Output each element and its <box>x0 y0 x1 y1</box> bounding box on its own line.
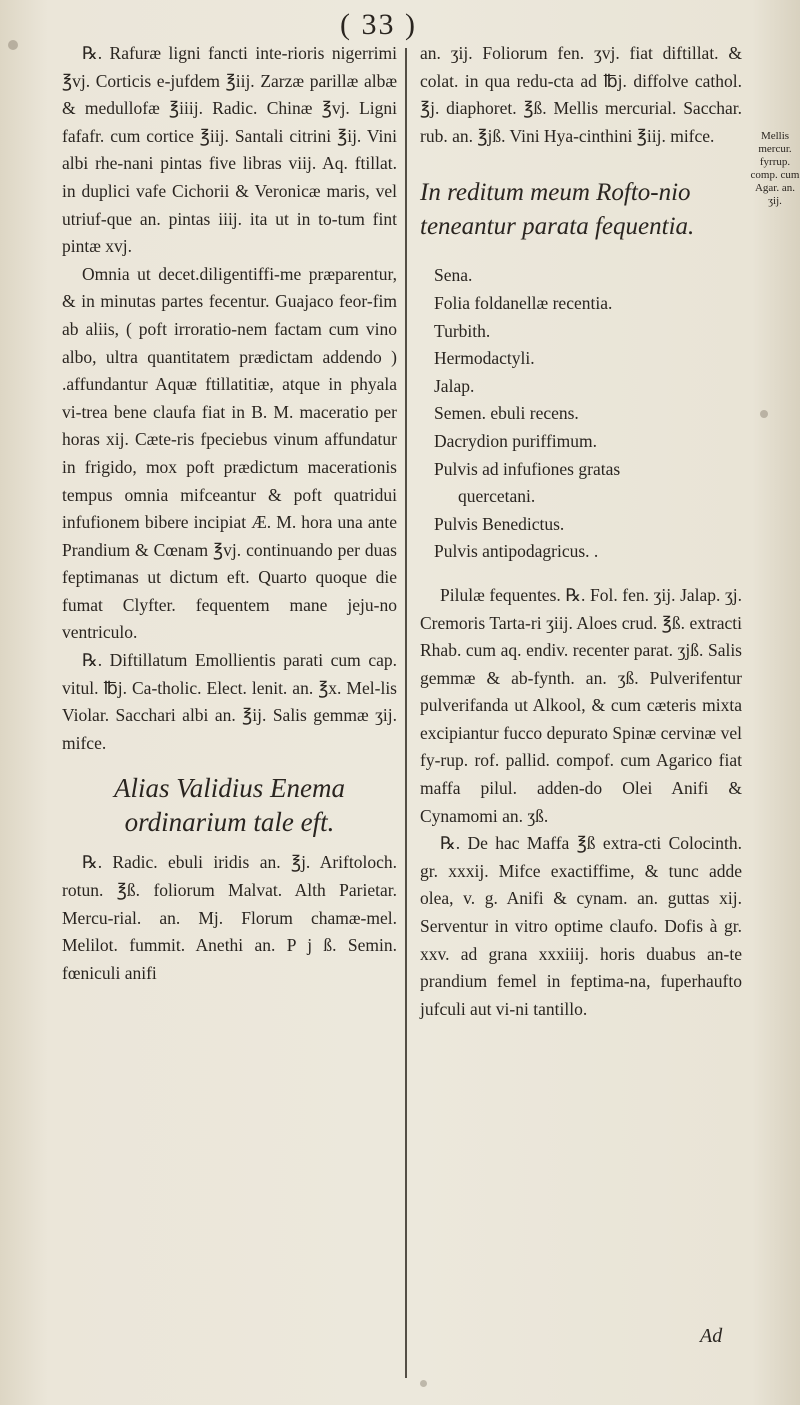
ink-spot <box>8 40 18 50</box>
right-heading: In reditum meum Rofto-nio teneantur parata fequentia. <box>420 179 695 241</box>
right-column <box>420 40 742 1023</box>
left-paragraph-3: ℞. Diftillatum Emollientis parati cum cap. vitul. ℔j. Ca-tholic. Elect. lenit. an. ℥x. Mel-lis Violar. Sacchari albi an. ℥ij. Salis gemmæ ʒij. mifce. <box>62 650 397 753</box>
catchword: Ad <box>700 1325 723 1347</box>
list-item: Turbith. <box>434 320 491 341</box>
left-paragraph-1: ℞. Rafuræ ligni fancti inte-rioris nigerrimi ℥vj. Corticis e-jufdem ℥iij. Zarzæ parillæ albæ & medullofæ ℥iiij. Radic. Chinæ ℥vj. Ligni fafafr. cum cortice ℥iij. Santali citrini ℥ij. Vini albi rhe-nani pintas five libras viij. Aq. ftillat. in duplici vafe Cichorii & Veronicæ maris, vel utriuf-que an. pintas iiij. ita ut in to-tum fint pintæ xvj. <box>62 43 397 257</box>
right-paragraph-1: an. ʒij. Foliorum fen. ʒvj. fiat diftillat. & colat. in qua redu-cta ad ℔j. diffolve cathol. ℥j. diaphoret. ℥ß. Mellis mercurial. Sacchar. rub. an. ℥jß. Vini Hya-cinthini ℥iij. mifce. <box>420 43 742 146</box>
list-item: Pulvis antipodagricus. . <box>434 541 599 562</box>
left-column <box>62 40 397 987</box>
list-item: Hermodactyli. <box>434 348 535 369</box>
left-paragraph-2: Omnia ut decet.diligentiffi-me præparentur, & in minutas partes fecentur. Guajaco feor-fim ab aliis, ( poft irroratio-nem factam cum vino albo, ultra quantitatem prædictam addendo ) .affundantur Aquæ ftillatitiæ, atque in phyala vi-trea bene claufa fiat in B. M. maceratio per horas xij. Cæte-ris fpeciebus vinum affundatur in frigido, mox poft prædictum macerationis tempus omnia mifceantur & poft quatridui infufionem bibere incipiat Æ. M. hora una ante Prandium & Cœnam ℥vj. continuando per duas feptimanas ut dictum eft. Quarto quoque die fumat Clyfter. fequentem mane jeju-no ventriculo. <box>62 263 397 643</box>
list-item: Dacrydion puriffimum. <box>434 430 597 451</box>
list-item: Pulvis Benedictus. <box>434 513 565 534</box>
column-rule <box>405 48 407 1378</box>
ink-spot <box>760 410 768 418</box>
list-item: Sena. <box>434 265 473 286</box>
list-item: Pulvis ad infufiones gratas <box>434 458 621 479</box>
margin-note: Mellis mercur. fyrrup. comp. cum Agar. an. ʒij. <box>750 130 800 207</box>
page-number: ( 33 ) <box>340 8 417 41</box>
ingredient-list <box>434 262 742 566</box>
right-paragraph-pills: Pilulæ fequentes. ℞. Fol. fen. ʒij. Jalap. ʒj. Cremoris Tarta-ri ʒiij. Aloes crud. ℥ß. extracti Rhab. cum aq. endiv. recenter parat. ʒjß. Salis gemmæ & ab-fynth. an. ʒß. Pulverifentur pulverifanda ut Alkool, & cum cæteris mixta excipiantur fucco depurato Spinæ cervinæ vel fy-rup. rof. pallid. compof. cum Agarico fiat maffa pilul. adden-do Olei Anifi & Cynamomi an. ʒß. <box>420 584 742 826</box>
list-item: Semen. ebuli recens. <box>434 403 579 424</box>
list-item: quercetani. <box>458 486 536 507</box>
right-paragraph-last: ℞. De hac Maffa ℥ß extra-cti Colocinth. gr. xxxij. Mifce exactiffime, & tunc adde olea, v. g. Anifi & cynam. an. guttas xij. Serventur in vitro optime claufo. Dofis à gr. xxv. ad grana xxxiiij. horis duabus an-te prandium femel in feptima-na, fuperhaufto jufculi aut vi-ni tantillo. <box>420 833 742 1019</box>
left-heading: Alias Validius Enema ordinarium tale eft. <box>114 773 345 838</box>
left-paragraph-4: ℞. Radic. ebuli iridis an. ℥j. Ariftoloch. rotun. ℥ß. foliorum Malvat. Alth Parietar. Mercu-rial. an. Mj. Florum chamæ-mel. Melilot. fummit. Anethi an. P j ß. Semin. fœniculi anifi <box>62 852 397 983</box>
list-item: Jalap. <box>434 375 475 396</box>
list-item: Folia foldanellæ recentia. <box>434 292 613 313</box>
ink-spot <box>420 1380 427 1387</box>
